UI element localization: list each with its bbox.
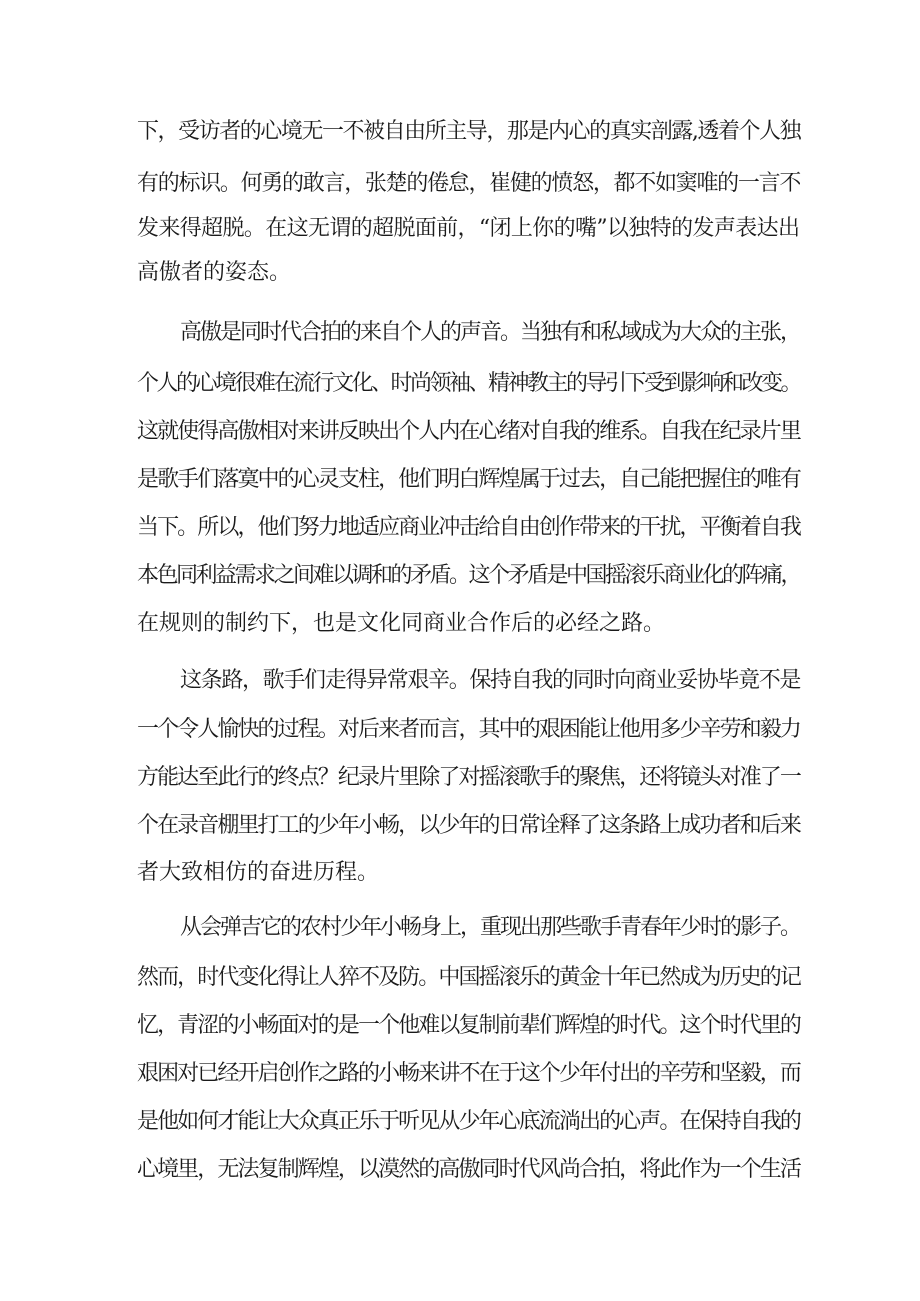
paragraph-line: 一个令人愉快的过程。对后来者而言，其中的艰困能让他用多少辛劳和毅力 (137, 717, 800, 742)
paragraph-line: 个人的心境很难在流行文化、时尚领袖、精神教主的导引下受到影响和改变。 (137, 371, 801, 396)
paragraph-line: 发来得超脱。在这无谓的超脱面前，“闭上你的嘴”以独特的发声表达出 (137, 216, 800, 241)
paragraph-line: 艰困对已经开启创作之路的小畅来讲不在于这个少年付出的辛劳和坚毅，而 (137, 1061, 800, 1086)
paragraph-line: 下，受访者的心境无一不被自由所主导，那是内心的真实剖露,透着个人独 (137, 119, 801, 144)
paragraph-line: 当下。所以，他们努力地适应商业冲击给自由创作带来的干扰，平衡着自我 (137, 515, 800, 540)
paragraph-line: 这条路，歌手们走得异常艰辛。保持自我的同时向商业妥协毕竟不是 (180, 668, 801, 693)
paragraph-line: 者大致相仿的奋进历程。 (137, 860, 380, 885)
paragraph-line: 然而，时代变化得让人猝不及防。中国摇滚乐的黄金十年已然成为历史的记 (137, 965, 800, 990)
paragraph-line: 忆，青涩的小畅面对的是一个他难以复制前辈们辉煌的时代。这个时代里的 (137, 1013, 800, 1038)
paragraph-line: 从会弹吉它的农村少年小畅身上，重现出那些歌手青春年少时的影子。 (180, 915, 801, 940)
paragraph-line: 是他如何才能让大众真正乐于听见从少年心底流淌出的心声。在保持自我的 (137, 1109, 800, 1134)
paragraph-line: 有的标识。何勇的敢言，张楚的倦怠，崔健的愤怒，都不如窦唯的一言不 (137, 171, 801, 196)
paragraph-line: 在规则的制约下，也是文化同商业合作后的必经之路。 (137, 611, 666, 636)
paragraph-line: 高傲是同时代合拍的来自个人的声音。当独有和私域成为大众的主张， (180, 320, 801, 345)
paragraph-line: 这就使得高傲相对来讲反映出个人内在心绪对自我的维系。自我在纪录片里 (137, 419, 800, 444)
paragraph-line: 方能达至此行的终点？纪录片里除了对摇滚歌手的聚焦，还将镜头对准了一 (137, 765, 800, 790)
paragraph-line: 个在录音棚里打工的少年小畅，以少年的日常诠释了这条路上成功者和后来 (137, 813, 800, 838)
paragraph-line: 是歌手们落寞中的心灵支柱，他们明白辉煌属于过去，自己能把握住的唯有 (137, 467, 800, 492)
paragraph-line: 心境里，无法复制辉煌，以漠然的高傲同时代风尚合拍，将此作为一个生活 (137, 1157, 800, 1182)
paragraph-line: 高傲者的姿态。 (137, 260, 292, 285)
paragraph-line: 本色同利益需求之间难以调和的矛盾。这个矛盾是中国摇滚乐商业化的阵痛， (137, 563, 801, 588)
